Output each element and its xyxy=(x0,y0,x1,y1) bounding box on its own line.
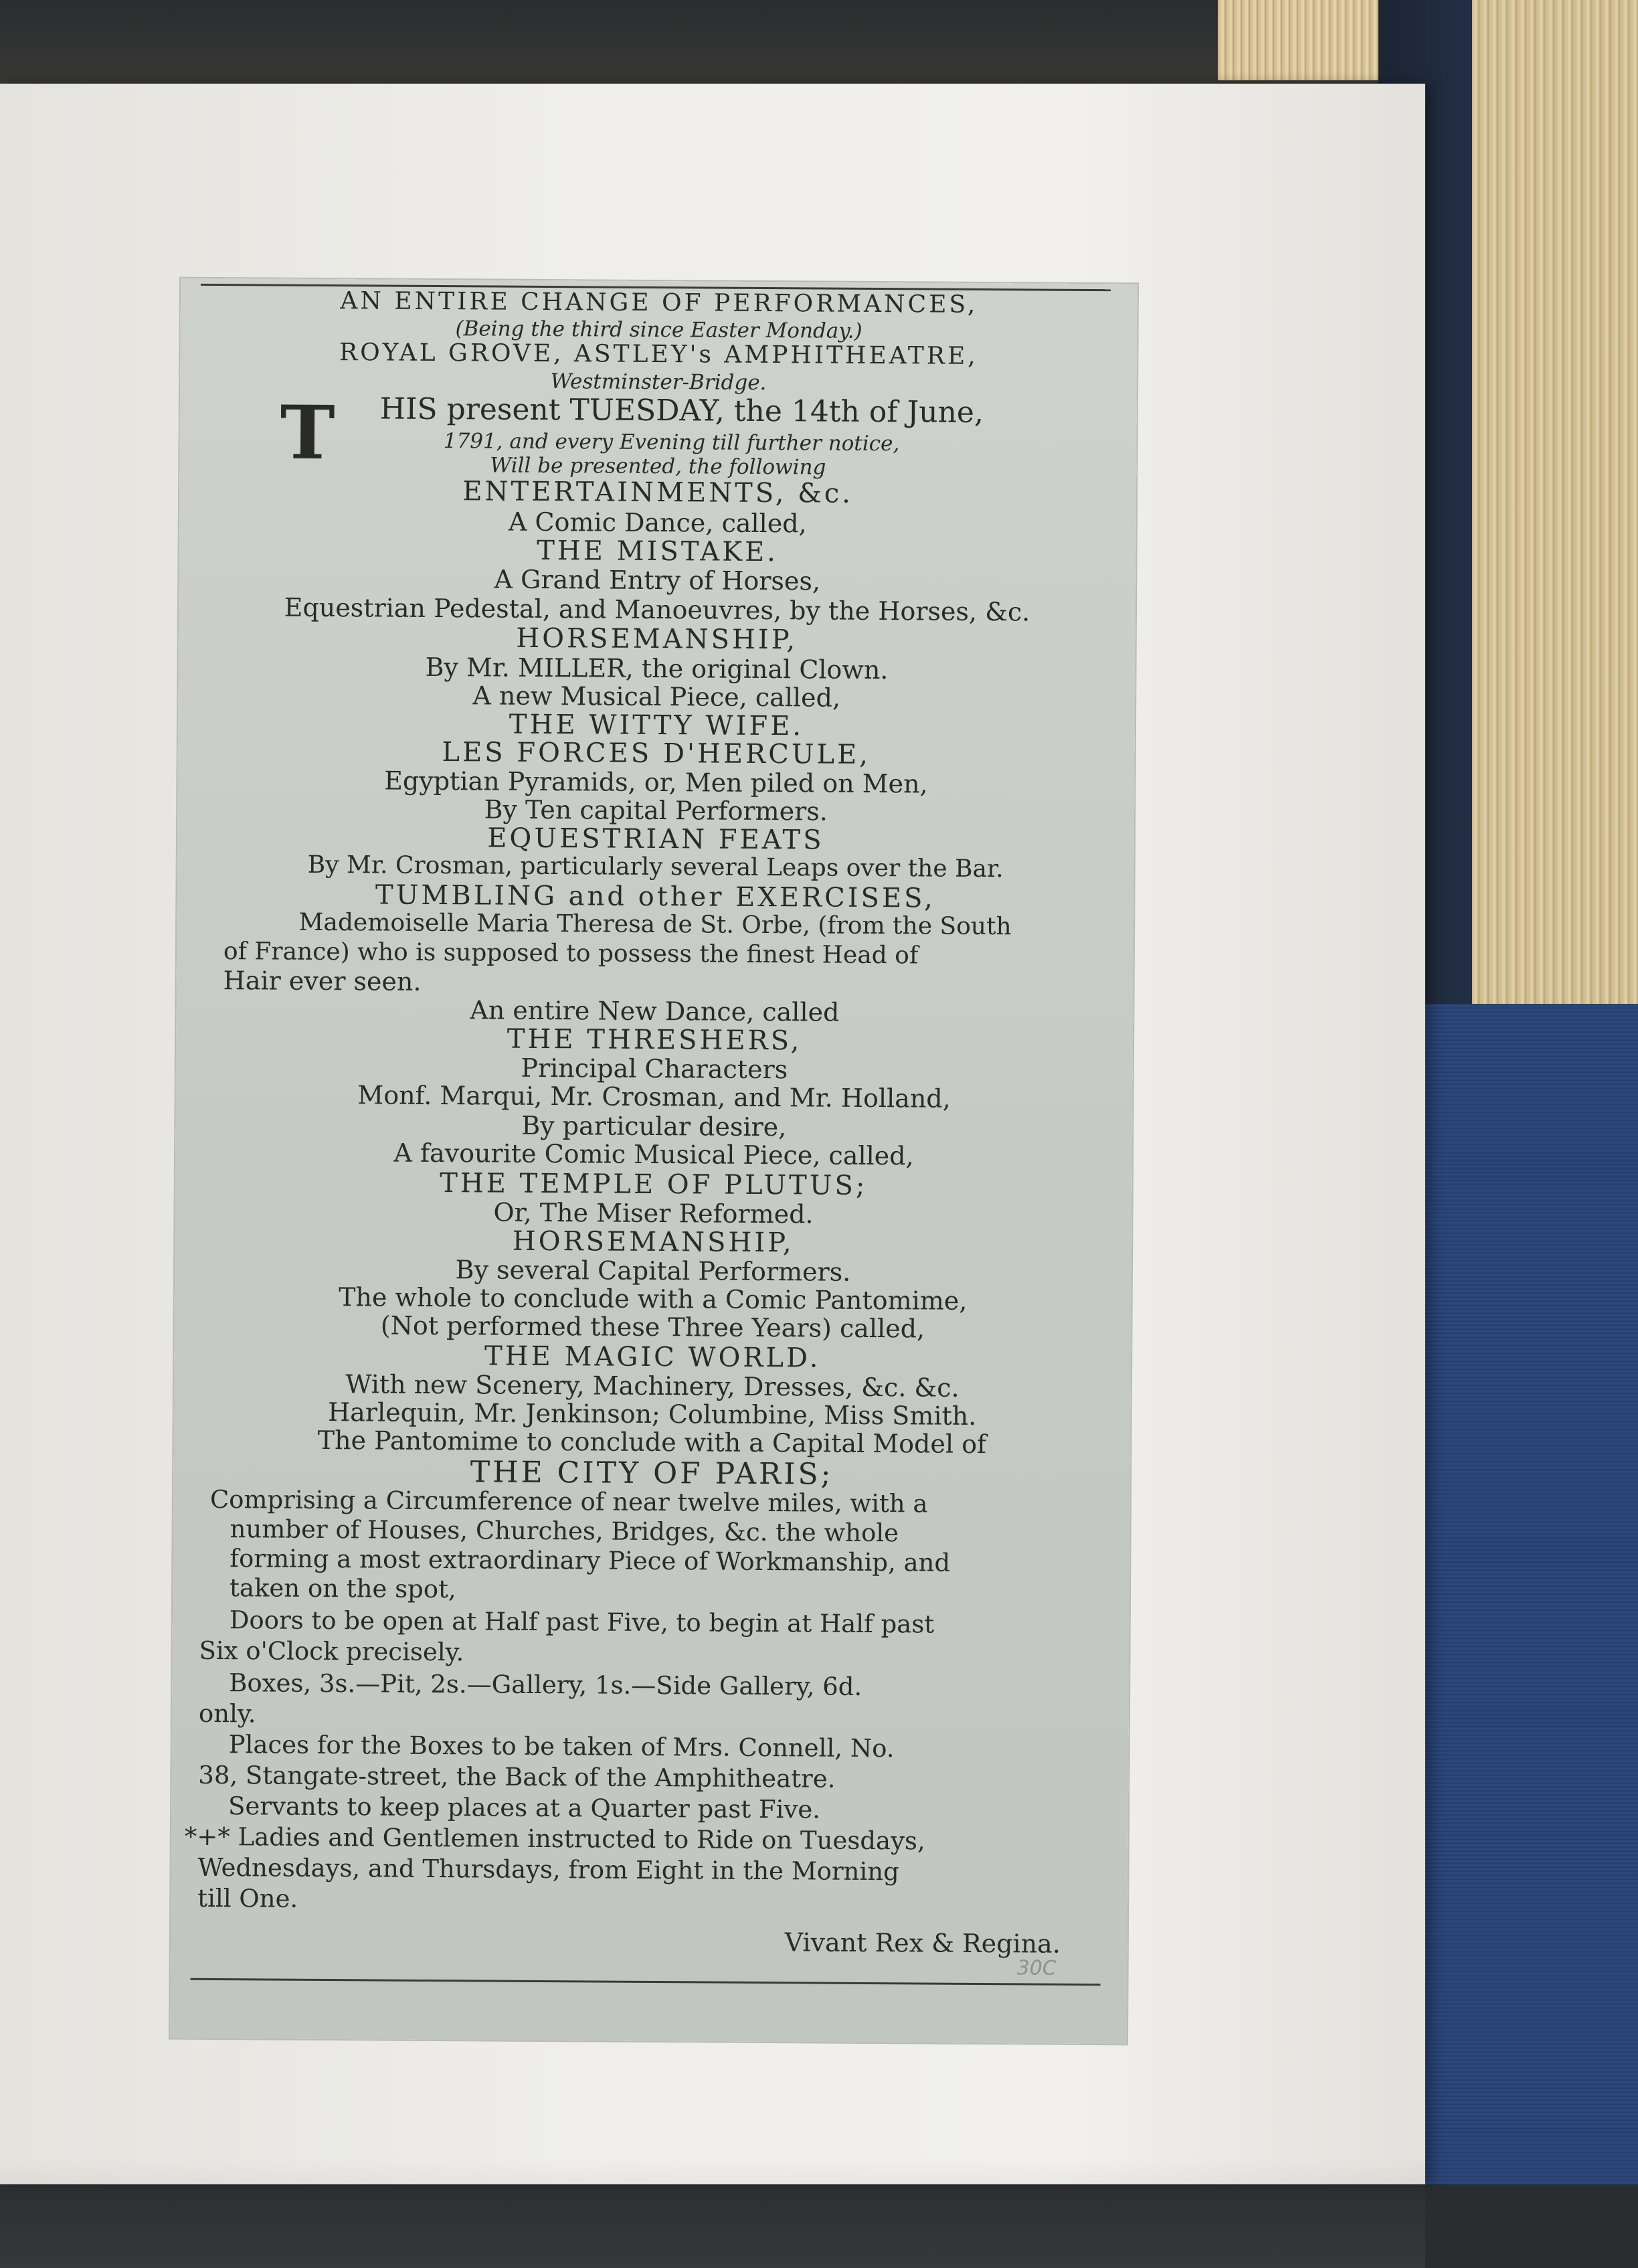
program-line: A favourite Comic Musical Piece, called, xyxy=(393,1138,914,1171)
date-line: HIS present TUESDAY, the 14th of June, xyxy=(379,391,984,430)
program-title: THE THRESHERS, xyxy=(507,1023,802,1057)
program-line: By Mr. Crosman, particularly several Leaps over the Bar. xyxy=(307,851,1004,883)
program-title: EQUESTRIAN FEATS xyxy=(487,822,824,856)
paragraph-line: 38, Stangate-street, the Back of the Amphitheatre. xyxy=(198,1760,836,1794)
paragraph-line: *+* Ladies and Gentlemen instructed to Ride on Tuesdays, xyxy=(184,1822,925,1856)
program-title: THE TEMPLE OF PLUTUS; xyxy=(440,1168,868,1201)
paragraph-line: forming a most extraordinary Piece of Workmanship, and xyxy=(230,1544,951,1577)
paragraph-line: Six o'Clock precisely. xyxy=(199,1636,464,1667)
paragraph-line: till One. xyxy=(197,1883,298,1913)
program-title: TUMBLING and other EXERCISES, xyxy=(375,879,935,914)
program-line: The Pantomime to conclude with a Capital Model of xyxy=(317,1425,987,1460)
program-line: Or, The Miser Reformed. xyxy=(493,1197,814,1229)
program-line: The whole to conclude with a Comic Pantomime, xyxy=(338,1282,968,1316)
program-line: A Comic Dance, called, xyxy=(508,507,807,539)
venue-title: ROYAL GROVE, ASTLEY's AMPHITHEATRE, xyxy=(339,339,978,370)
program-title: HORSEMANSHIP, xyxy=(516,622,798,656)
book-cloth-binding xyxy=(1398,1004,1638,2184)
paragraph-line: Boxes, 3s.—Pit, 2s.—Gallery, 1s.—Side Gallery, 6d. xyxy=(229,1668,862,1701)
headline: AN ENTIRE CHANGE OF PERFORMANCES, xyxy=(340,287,978,319)
program-line: With new Scenery, Machinery, Dresses, &c. &c. xyxy=(345,1369,960,1403)
subheadline: (Being the third since Easter Monday.) xyxy=(455,317,862,343)
paragraph-line: only. xyxy=(198,1698,256,1729)
page-shadow xyxy=(0,2158,1425,2268)
paragraph-line: number of Houses, Churches, Bridges, &c. the whole xyxy=(230,1514,899,1548)
program-title: THE MAGIC WORLD. xyxy=(484,1340,821,1374)
entertainments-heading: ENTERTAINMENTS, &c. xyxy=(462,476,854,509)
program-line: Mademoiselle Maria Theresa de St. Orbe, (from the South xyxy=(298,908,1012,941)
program-line: An entire New Dance, called xyxy=(470,995,840,1027)
paragraph-line: Places for the Boxes to be taken of Mrs. Connell, No. xyxy=(228,1730,895,1763)
program-title: LES FORCES D'HERCULE, xyxy=(442,737,871,770)
pencil-annotation: 30C xyxy=(1016,1956,1057,1980)
notice-line: 1791, and every Evening till further notice, xyxy=(443,429,900,456)
paragraph-line: Wednesdays, and Thursdays, from Eight in the Morning xyxy=(197,1852,899,1887)
program-line: A Grand Entry of Horses, xyxy=(494,564,821,596)
presented-line: Will be presented, the following xyxy=(490,453,826,480)
program-line: By particular desire, xyxy=(521,1110,787,1142)
drop-cap: T xyxy=(280,389,335,476)
program-line: Egyptian Pyramids, or, Men piled on Men, xyxy=(384,766,928,799)
program-line: Monf. Marqui, Mr. Crosman, and Mr. Holland, xyxy=(357,1080,951,1114)
program-title: HORSEMANSHIP, xyxy=(512,1225,794,1259)
bottom-rule xyxy=(191,1978,1101,1986)
closing-motto: Vivant Rex & Regina. xyxy=(784,1927,1061,1959)
venue-location: Westminster-Bridge. xyxy=(550,369,767,396)
program-line: A new Musical Piece, called, xyxy=(472,681,841,713)
program-line: of France) who is supposed to possess the finest Head of xyxy=(223,938,919,970)
paragraph-line: Comprising a Circumference of near twelve miles, with a xyxy=(209,1484,928,1518)
paragraph-line: Doors to be open at Half past Five, to begin at Half past xyxy=(229,1605,935,1639)
program-line: Principal Characters xyxy=(521,1053,788,1085)
program-title: THE CITY OF PARIS; xyxy=(470,1455,834,1492)
program-line: (Not performed these Three Years) called, xyxy=(380,1310,925,1344)
paragraph-line: Servants to keep places at a Quarter past Five. xyxy=(227,1792,821,1824)
paragraph-line: taken on the spot, xyxy=(229,1573,456,1604)
program-line: By Mr. MILLER, the original Clown. xyxy=(425,652,889,685)
newspaper-clipping xyxy=(170,278,1138,2044)
program-line: By Ten capital Performers. xyxy=(484,794,828,826)
program-line: Harlequin, Mr. Jenkinson; Columbine, Miss Smith. xyxy=(327,1397,977,1431)
program-line: Equestrian Pedestal, and Manoeuvres, by the Horses, &c. xyxy=(284,592,1030,627)
program-line: Hair ever seen. xyxy=(223,966,422,996)
program-line: By several Capital Performers. xyxy=(455,1255,851,1287)
program-title: THE WITTY WIFE. xyxy=(509,709,804,742)
program-title: THE MISTAKE. xyxy=(537,535,779,568)
